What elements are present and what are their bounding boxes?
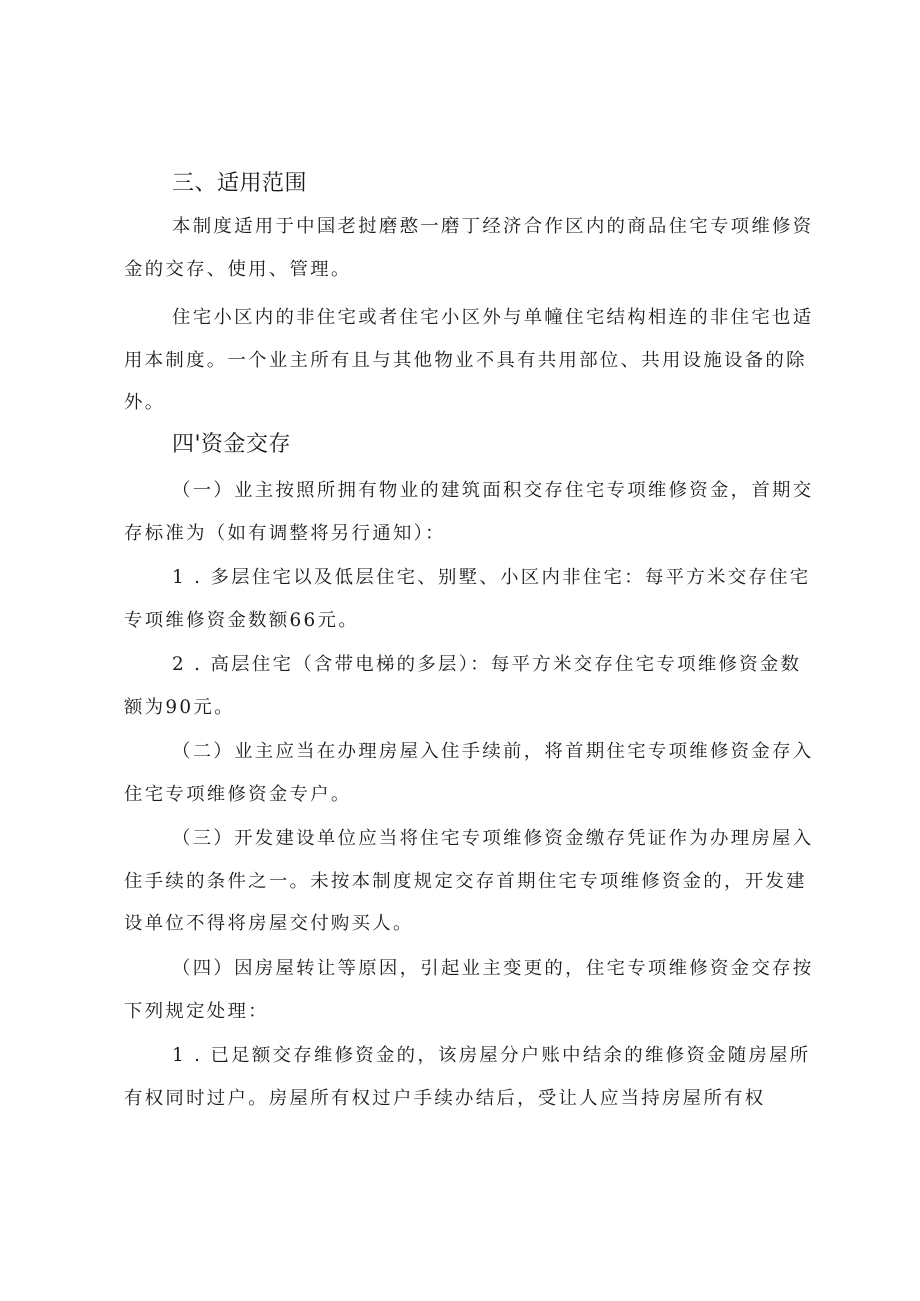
paragraph-deposit-item-1: 1 . 多层住宅以及低层住宅、别墅、小区内非住宅：每平方米交存住宅专项维修资金数额66元。 [124, 567, 811, 631]
section-heading-scope: 三、适用范围 [172, 171, 308, 196]
paragraph-deposit-timing: （二）业主应当在办理房屋入住手续前，将首期住宅专项维修资金存入住宅专项维修资金专户。 [124, 741, 814, 805]
paragraph-scope-1: 本制度适用于中国老挝磨憨一磨丁经济合作区内的商品住宅专项维修资金的交存、使用、管理。 [124, 216, 814, 280]
paragraph-deposit-transfer: （四）因房屋转让等原因，引起业主变更的，住宅专项维修资金交存按下列规定处理： [124, 958, 814, 1022]
paragraph-deposit-item-2: 2 . 高层住宅（含带电梯的多层）：每平方米交存住宅专项维修资金数额为90元。 [124, 654, 802, 718]
paragraph-deposit-transfer-item-1: 1 . 已足额交存维修资金的，该房屋分户账中结余的维修资金随房屋所有权同时过户。房屋所有权过户手续办结后，受让人应当持房屋所有权 [124, 1045, 811, 1109]
paragraph-deposit-standard: （一）业主按照所拥有物业的建筑面积交存住宅专项维修资金，首期交存标准为（如有调整将另行通知）： [124, 480, 814, 544]
paragraph-scope-2: 住宅小区内的非住宅或者住宅小区外与单幢住宅结构相连的非住宅也适用本制度。一个业主所有且与其他物业不具有共用部位、共用设施设备的除外。 [124, 307, 814, 414]
paragraph-deposit-developer: （三）开发建设单位应当将住宅专项维修资金缴存凭证作为办理房屋入住手续的条件之一。未按本制度规定交存首期住宅专项维修资金的，开发建设单位不得将房屋交付购买人。 [124, 828, 814, 935]
section-heading-deposit: 四'资金交存 [172, 432, 292, 457]
